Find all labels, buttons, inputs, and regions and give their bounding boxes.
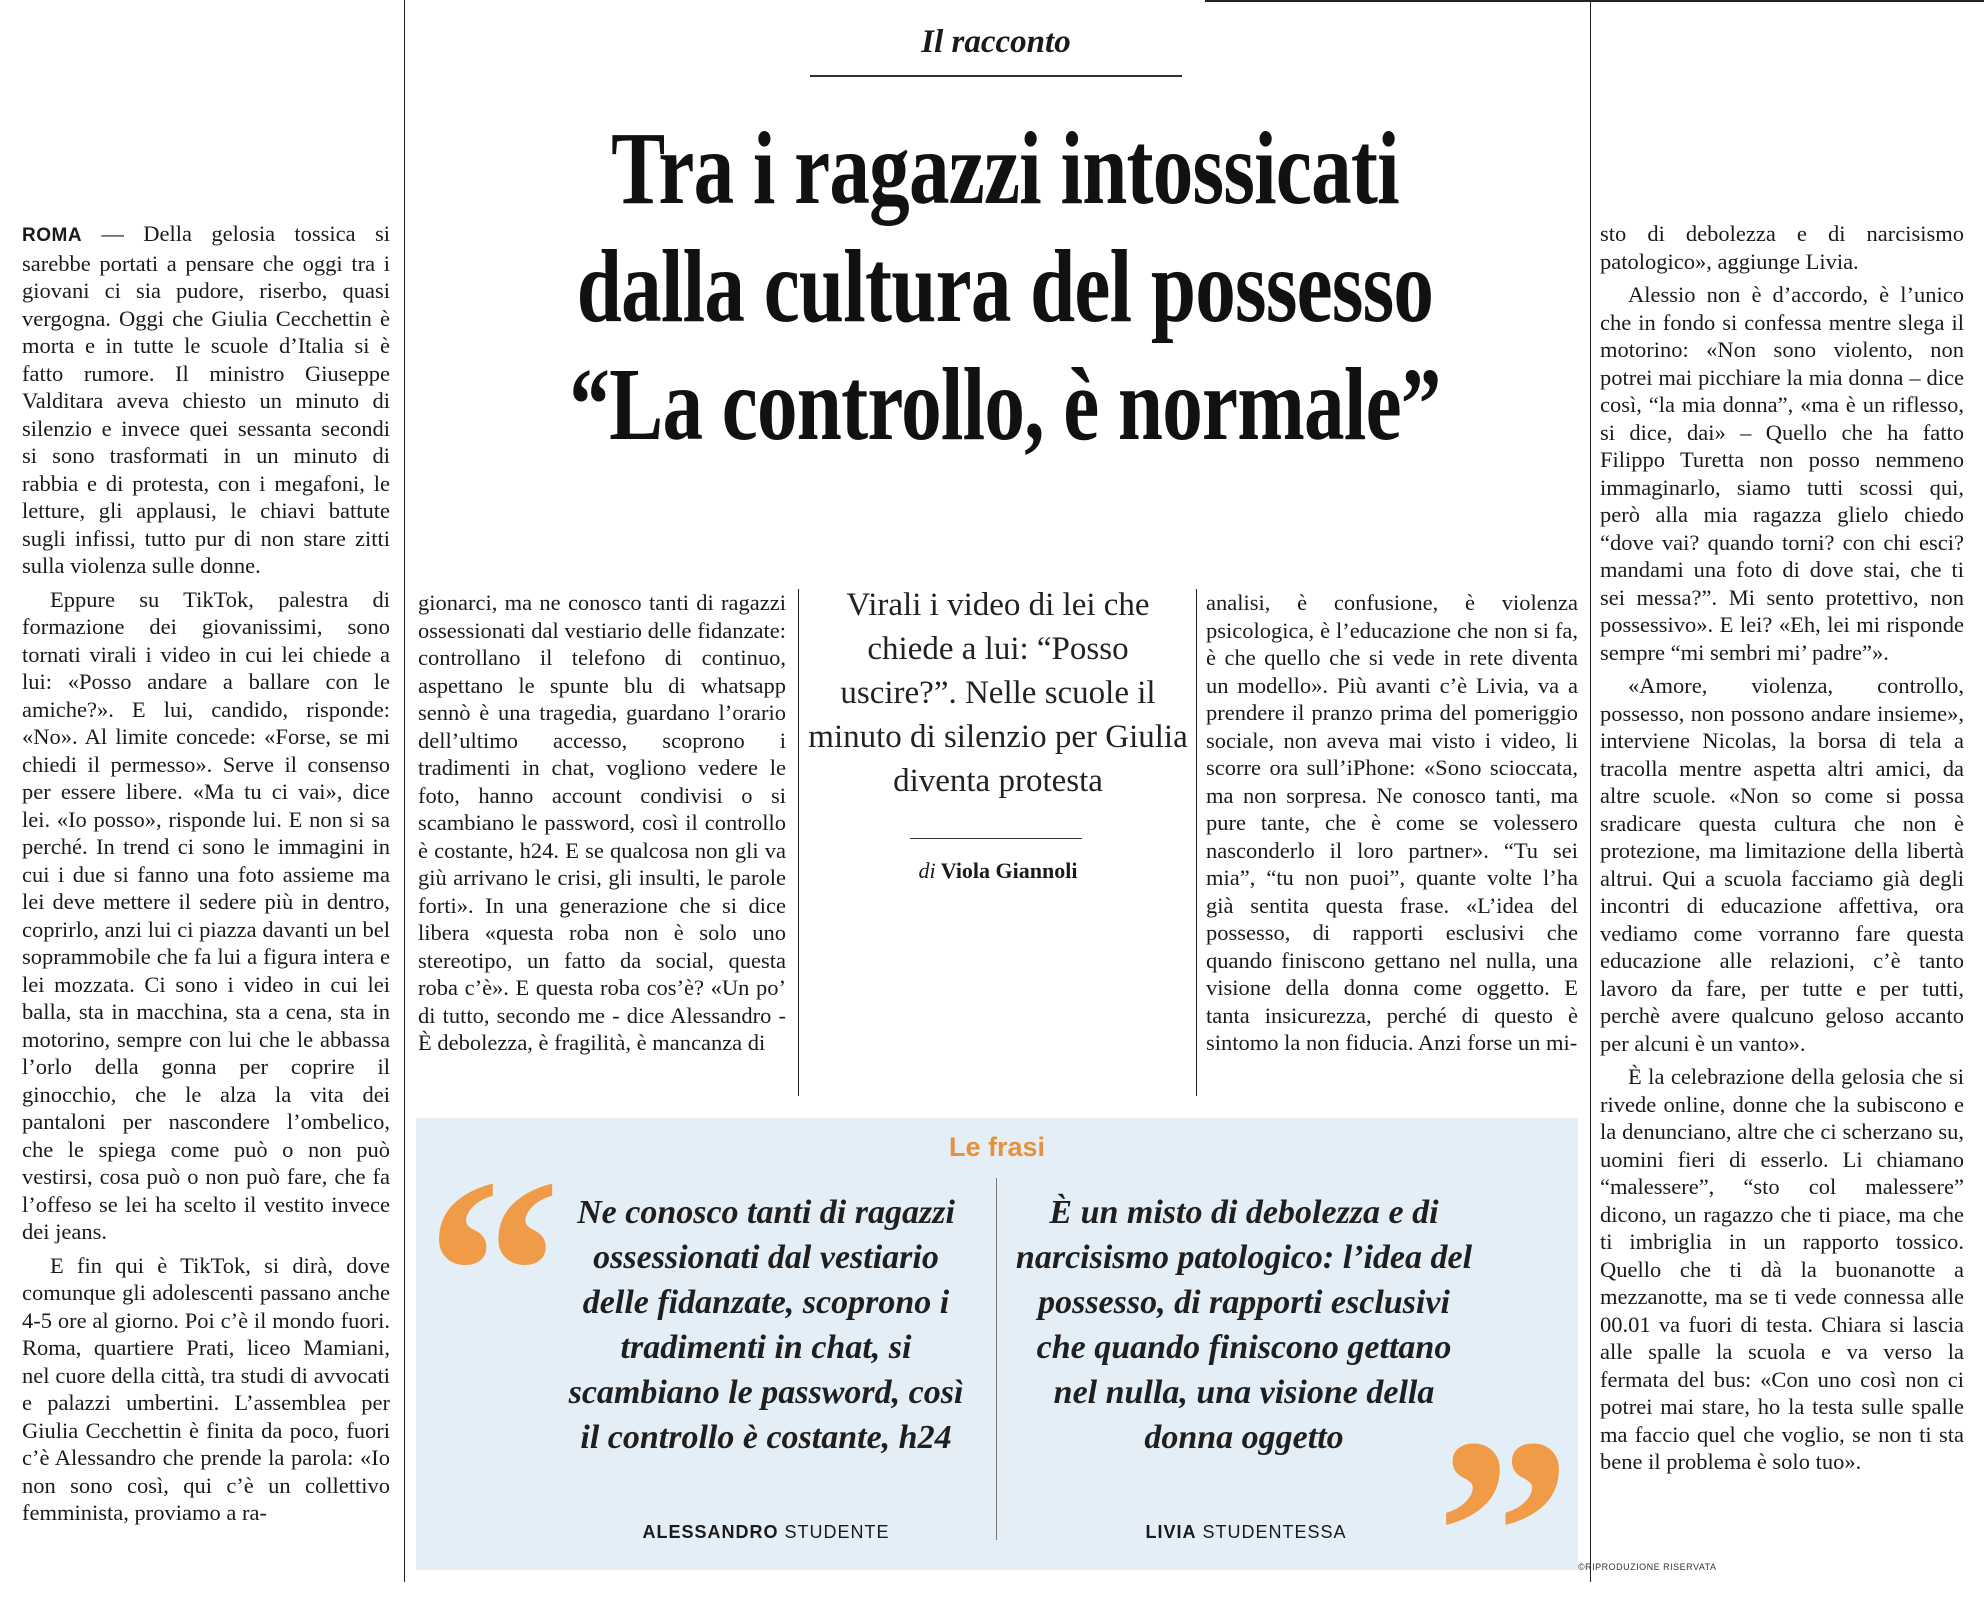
paragraph: «Amore, violenza, controllo, possesso, non possono andare insieme», interviene Nicolas, la borsa di tela a tracolla mentre aspetta altri amici, da altre scuole. «Non so come si possa sradicare questa cultura che non è protezione, ma limitazione della libertà altrui. Qui a scuola facciamo già degli incontri di educazione affettiva, ora vediamo come vorranno fare questa educazione alle relazioni, c’è tanto lavoro da fare, per tutte e per tutti, perchè avere qualcuno geloso accanto per alcuni è un vanto».: [1600, 673, 1964, 1056]
byline: [808, 858, 1188, 884]
quotes-divider: [996, 1178, 997, 1540]
quotes-box: [416, 1118, 1578, 1600]
paragraph: sto di debolezza e di narcisismo patologico», aggiunge Livia.: [1600, 221, 1964, 274]
paragraph-text: — Della gelosia tossica si sarebbe portati a pensare che oggi tra i giovani ci sia pudore, riserbo, quasi vergogna. Oggi che Giulia Cecchettin è morta e in tutte le scuole d’Italia si è fatto rumore. Il ministro Giuseppe Valditara aveva chiesto un minuto di silenzio e invece quei sessanta secondi si sono trasformati in un minuto di rabbia e di protesta, con i megafoni, le letture, gli applausi, le chiavi battute sugli infissi, tutto pur di non stare zitti sulla violenza sulle donne.: [22, 221, 390, 578]
kicker: Il racconto: [810, 24, 1182, 77]
quote-right-author: [1036, 1522, 1456, 1543]
paragraph: Alessio non è d’accordo, è l’unico che in fondo si confessa mentre slega il motorino: «Non sono violento, non potrei mai picchiare la mia donna – dice così, “la mia donna”, «ma è un riflesso, si dice, dai» – Quello che ha fatto Filippo Turetta non posso nemmeno immaginarlo, siamo tutti scossi qui, però alla mia ragazza glielo chiedo “dove vai? quando torni? con chi esci? mandami una foto di dove stai, che ti sei messa?”. Mi sento protettivo, non possessivo». E lei? «Eh, lei mi risponde sempre “mi sembri mi’ padre”».: [1600, 282, 1964, 665]
article-column-2: [418, 589, 786, 1096]
top-rule: [1205, 0, 1984, 2]
byline-author: Viola Giannoli: [940, 858, 1078, 883]
author-role: STUDENTE: [784, 1522, 890, 1542]
article-column-1: [22, 220, 390, 1585]
article-column-4: [1600, 220, 1964, 1520]
paragraph: [22, 220, 390, 580]
column-rule-3: [798, 589, 799, 1096]
quote-left-author: [556, 1522, 976, 1543]
dateline: ROMA: [22, 225, 83, 246]
headline-line-3: “La controllo, è normale”: [569, 347, 1441, 462]
paragraph: gionarci, ma ne conosco tanti di ragazzi ossessionati dal vestiario delle fidanzate: controllano il telefono di continuo, aspettano le spunte blu di whatsapp sennò è una tragedia, guardano l’orario dell’ultimo accesso, scoprono i tradimenti in chat, vogliono vedere le foto, hanno account condivisi o si scambiano le password, così il controllo è costante, h24. E se qualcosa non gli va giù arrivano le crisi, gli insulti, le parole forti». In una generazione che si dice libera «questa roba non è solo uno stereotipo, un fatto da social, questa roba c’è». E questa roba cos’è? «Un po’ di tutto, secondo me - dice Alessandro - È debolezza, è fragilità, è mancanza di: [418, 590, 786, 1055]
quotes-title: Le frasi: [948, 1132, 1046, 1162]
byline-prefix: di: [918, 858, 936, 883]
summary-rule: [910, 838, 1082, 839]
article-column-3: [1206, 589, 1578, 1096]
author-role: STUDENTESSA: [1202, 1522, 1347, 1542]
headline-line-2: dalla cultura del possesso: [576, 229, 1434, 344]
quote-right: È un misto di debolezza e di narcisismo patologico: l’idea del possesso, di rapporti esclusivi che quando finiscono gettano nel nulla, una visione della donna oggetto: [1015, 1194, 1473, 1456]
paragraph: analisi, è confusione, è violenza psicologica, è l’educazione che non si fa, è che quello che si vede in rete diventa un modello». Più avanti c’è Livia, va a prendere il pranzo prima del pomeriggio sociale, non aveva mai visto i video, li scorre ora sull’iPhone: «Sono scioccata, ma non sorpresa. Ne conosco tanti, ma pure tante, che è come se volessero nasconderlo il loro partner». “Tu sei mia”, “tu non puoi”, quante volte l’ha già sentita questa frase. «L’idea del possesso, di rapporti esclusivi che quando finiscono gettano nel nulla, una visione della donna come oggetto. E tanta insicurezza, perché di questo è sintomo la non fiducia. Anzi forse un mi-: [1206, 590, 1578, 1055]
open-quote-icon: “: [426, 1123, 561, 1422]
copyright-notice: ©RIPRODUZIONE RISERVATA: [1578, 1562, 1717, 1572]
author-name: ALESSANDRO: [642, 1522, 779, 1542]
paragraph: E fin qui è TikTok, si dirà, dove comunque gli adolescenti passano anche 4-5 ore al giorno. Poi c’è il mondo fuori. Roma, quartiere Prati, liceo Mamiani, nel cuore della città, tra studi di avvocati e palazzi umbertini. L’assemblea per Giulia Cecchettin è finita da poco, fuori c’è Alessandro che prende la parola: «Io non sono così, qui c’è un collettivo femminista, proviamo a ra-: [22, 1252, 390, 1525]
close-quote-icon: ”: [1436, 1383, 1571, 1600]
quote-left: Ne conosco tanti di ragazzi ossessionati dal vestiario delle fidanzate, scoprono i tradimenti in chat, si scambiano le password, così il controllo è costante, h24: [568, 1194, 964, 1456]
author-name: LIVIA: [1145, 1522, 1197, 1542]
paragraph: Eppure su TikTok, palestra di formazione dei giovanissimi, sono tornati virali i video in cui lei chiede a lui: «Posso andare a ballare con le amiche?». E lui, candido, risponde: «No». Al limite concede: «Forse, se mi chiedi il permesso». Serve il consenso per essere libere. «Ma tu ci vai», dice lei. «Io posso», risponde lui. E non si sa perché. In trend ci sono le immagini in cui i due si fanno una foto assieme ma lei deve mettere il sedere più in dentro, coprirlo, anzi lui ci piazza davanti un bel soprammobile che fa lui a figura intera e lei mozzata. Ci sono i video in cui lei balla, sta in macchina, sta a cena, sta in motorino, sempre con lui che le abbassa l’orlo della gonna per coprire il ginocchio, che le alza la vita dei pantaloni per nascondere l’ombelico, che le spiega come può o non può vestirsi, cosa può o non può fare, che fa l’offeso se lei ha scelto il vestito invece dei jeans.: [22, 586, 390, 1244]
column-rule-2: [1590, 0, 1591, 1582]
headline-line-1: Tra i ragazzi intossicati: [611, 111, 1399, 226]
headline: [553, 110, 1458, 464]
column-rule-1: [404, 0, 405, 1582]
paragraph: È la celebrazione della gelosia che si rivede online, donne che la subiscono e la denunciano, altre che ci scherzano su, uomini fieri di esserlo. Li chiamano “malessere”, “sto col malessere” dicono, un ragazzo che ti piace, ma che ti imbriglia in un rapporto tossico. Quello che ti dà la buonanotte a mezzanotte, ma se ti vede connessa alle 00.01 va fuori di testa. Chiara si lascia alle spalle la scuola e va verso la fermata del bus: «Con uno così non ci potrei mai stare, ho la testa sulle spalle ma faccio quel che voglio, se non ti sta bene il problema è solo tuo».: [1600, 1064, 1964, 1474]
summary: Virali i video di lei che chiede a lui: “Posso uscire?”. Nelle scuole il minuto di silenzio per Giulia diventa protesta: [808, 587, 1188, 799]
column-rule-4: [1196, 589, 1197, 1096]
